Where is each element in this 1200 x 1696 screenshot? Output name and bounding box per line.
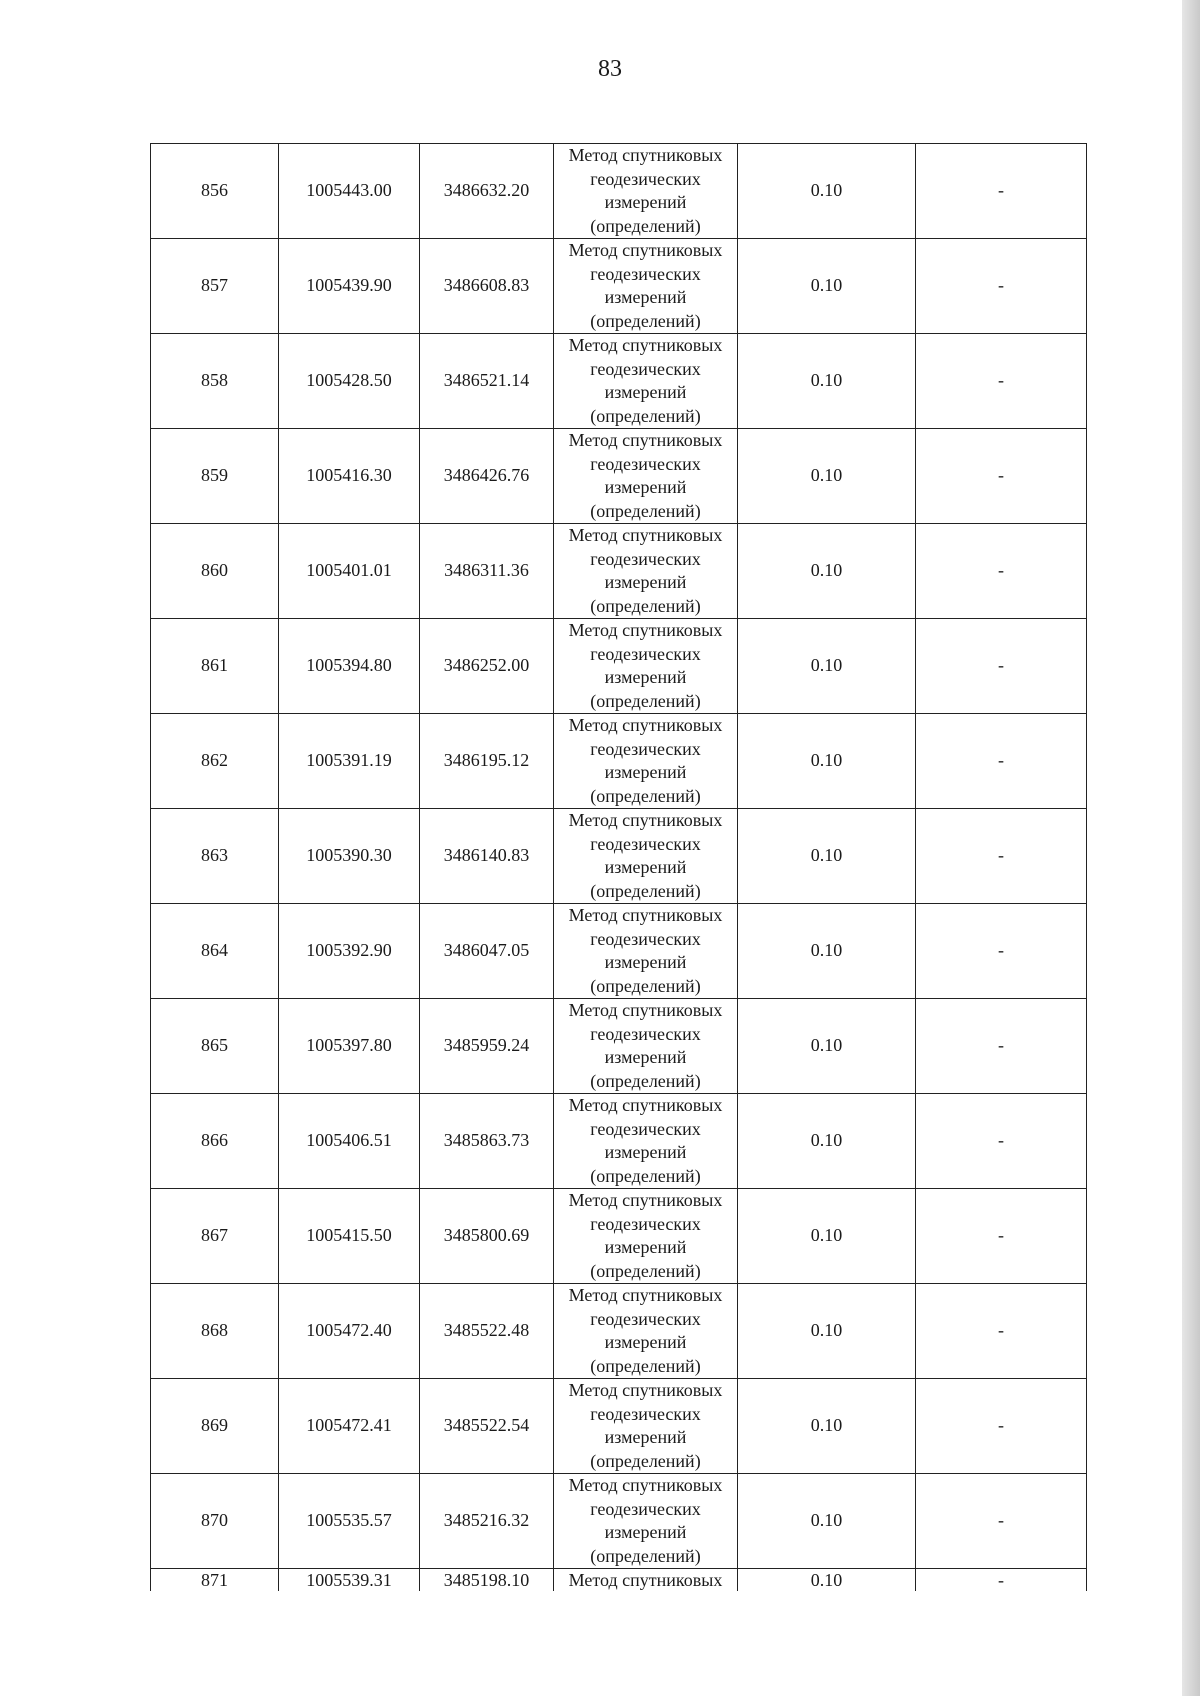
accuracy-cell: 0.10	[738, 904, 916, 999]
method-text-line: (определений)	[590, 1450, 701, 1471]
table-row	[151, 334, 1087, 429]
point-number-cell: 859	[151, 429, 279, 524]
y-coordinate-cell: 3486426.76	[420, 429, 554, 524]
y-coordinate-cell: 3486311.36	[420, 524, 554, 619]
y-coordinate-cell: 3486632.20	[420, 144, 554, 239]
point-number-cell: 861	[151, 619, 279, 714]
y-coordinate-cell: 3486195.12	[420, 714, 554, 809]
table-row	[151, 1474, 1087, 1569]
note-cell: -	[916, 144, 1087, 239]
accuracy-cell: 0.10	[738, 1569, 916, 1592]
method-cell	[554, 239, 738, 334]
table-row	[151, 999, 1087, 1094]
method-text-line: измерений	[604, 477, 687, 497]
table-row	[151, 904, 1087, 999]
table-row	[151, 1094, 1087, 1189]
method-text-line: Метод спутниковых	[568, 1190, 723, 1210]
method-text-line: (определений)	[590, 500, 701, 521]
method-cell	[554, 999, 738, 1094]
point-number-cell: 868	[151, 1284, 279, 1379]
method-text-line: геодезических	[590, 1498, 701, 1519]
accuracy-cell: 0.10	[738, 1094, 916, 1189]
note-cell: -	[916, 619, 1087, 714]
page-number: 83	[598, 56, 622, 82]
table-row	[151, 809, 1087, 904]
method-text-line: (определений)	[590, 595, 701, 616]
method-text-line: Метод спутниковых	[568, 1570, 723, 1590]
method-text-line: измерений	[604, 287, 687, 307]
method-text-line: геодезических	[590, 643, 701, 664]
method-text-line: геодезических	[590, 1118, 701, 1139]
y-coordinate-cell: 3486047.05	[420, 904, 554, 999]
x-coordinate-cell: 1005415.50	[279, 1189, 420, 1284]
scan-edge-shadow	[1182, 0, 1200, 1696]
method-cell	[554, 429, 738, 524]
method-text-line: геодезических	[590, 548, 701, 569]
method-cell	[554, 714, 738, 809]
x-coordinate-cell: 1005472.40	[279, 1284, 420, 1379]
note-cell: -	[916, 904, 1087, 999]
method-text-line: измерений	[604, 192, 687, 212]
point-number-cell: 858	[151, 334, 279, 429]
method-text-line: геодезических	[590, 453, 701, 474]
method-cell	[554, 1284, 738, 1379]
method-text-line: геодезических	[590, 168, 701, 189]
method-text-line: измерений	[604, 382, 687, 402]
method-text-line: измерений	[604, 667, 687, 687]
note-cell: -	[916, 1379, 1087, 1474]
accuracy-cell: 0.10	[738, 1284, 916, 1379]
point-number-cell: 867	[151, 1189, 279, 1284]
method-cell	[554, 1189, 738, 1284]
y-coordinate-cell: 3485959.24	[420, 999, 554, 1094]
note-cell: -	[916, 1284, 1087, 1379]
table-row	[151, 1569, 1087, 1592]
y-coordinate-cell: 3485198.10	[420, 1569, 554, 1592]
method-cell	[554, 524, 738, 619]
x-coordinate-cell: 1005428.50	[279, 334, 420, 429]
method-text-line: Метод спутниковых	[568, 525, 723, 545]
point-number-cell: 869	[151, 1379, 279, 1474]
method-text-line: измерений	[604, 1237, 687, 1257]
y-coordinate-cell: 3485863.73	[420, 1094, 554, 1189]
note-cell: -	[916, 239, 1087, 334]
method-text-line: (определений)	[590, 1545, 701, 1566]
note-cell: -	[916, 429, 1087, 524]
method-text-line: Метод спутниковых	[568, 905, 723, 925]
note-cell: -	[916, 714, 1087, 809]
method-text-line: Метод спутниковых	[568, 1000, 723, 1020]
point-number-cell: 870	[151, 1474, 279, 1569]
method-text-line: (определений)	[590, 1260, 701, 1281]
method-text-line: (определений)	[590, 975, 701, 996]
method-cell	[554, 1379, 738, 1474]
table-row	[151, 144, 1087, 239]
method-text-line: геодезических	[590, 1308, 701, 1329]
method-text-line: Метод спутниковых	[568, 1475, 723, 1495]
accuracy-cell: 0.10	[738, 714, 916, 809]
accuracy-cell: 0.10	[738, 524, 916, 619]
method-text-line: (определений)	[590, 215, 701, 236]
coordinates-table-body	[151, 144, 1087, 1592]
method-text-line: геодезических	[590, 928, 701, 949]
method-text-line: (определений)	[590, 310, 701, 331]
method-cell	[554, 619, 738, 714]
method-text-line: Метод спутниковых	[568, 335, 723, 355]
x-coordinate-cell: 1005406.51	[279, 1094, 420, 1189]
accuracy-cell: 0.10	[738, 809, 916, 904]
x-coordinate-cell: 1005397.80	[279, 999, 420, 1094]
method-text-line: измерений	[604, 1047, 687, 1067]
table-row	[151, 619, 1087, 714]
note-cell: -	[916, 1189, 1087, 1284]
method-text-line: измерений	[604, 1522, 687, 1542]
note-cell: -	[916, 809, 1087, 904]
y-coordinate-cell: 3486140.83	[420, 809, 554, 904]
y-coordinate-cell: 3485216.32	[420, 1474, 554, 1569]
table-row	[151, 1284, 1087, 1379]
x-coordinate-cell: 1005390.30	[279, 809, 420, 904]
table-row	[151, 524, 1087, 619]
note-cell: -	[916, 1474, 1087, 1569]
method-text-line: геодезических	[590, 263, 701, 284]
point-number-cell: 863	[151, 809, 279, 904]
method-text-line: измерений	[604, 572, 687, 592]
method-text-line: Метод спутниковых	[568, 1285, 723, 1305]
note-cell: -	[916, 524, 1087, 619]
method-text-line: (определений)	[590, 1355, 701, 1376]
note-cell: -	[916, 999, 1087, 1094]
method-cell	[554, 1474, 738, 1569]
method-text-line: измерений	[604, 1332, 687, 1352]
method-cell	[554, 144, 738, 239]
accuracy-cell: 0.10	[738, 144, 916, 239]
accuracy-cell: 0.10	[738, 999, 916, 1094]
y-coordinate-cell: 3485800.69	[420, 1189, 554, 1284]
method-text-line: измерений	[604, 952, 687, 972]
table-row	[151, 429, 1087, 524]
method-text-line: измерений	[604, 857, 687, 877]
x-coordinate-cell: 1005394.80	[279, 619, 420, 714]
method-cell	[554, 1569, 738, 1592]
x-coordinate-cell: 1005535.57	[279, 1474, 420, 1569]
method-text-line: геодезических	[590, 1403, 701, 1424]
note-cell: -	[916, 1569, 1087, 1592]
method-text-line: измерений	[604, 1142, 687, 1162]
method-cell	[554, 1094, 738, 1189]
x-coordinate-cell: 1005439.90	[279, 239, 420, 334]
method-text-line: геодезических	[590, 833, 701, 854]
method-text-line: (определений)	[590, 880, 701, 901]
method-text-line: геодезических	[590, 358, 701, 379]
x-coordinate-cell: 1005392.90	[279, 904, 420, 999]
point-number-cell: 862	[151, 714, 279, 809]
x-coordinate-cell: 1005472.41	[279, 1379, 420, 1474]
method-text-line: измерений	[604, 1427, 687, 1447]
method-cell	[554, 809, 738, 904]
method-text-line: Метод спутниковых	[568, 430, 723, 450]
accuracy-cell: 0.10	[738, 334, 916, 429]
accuracy-cell: 0.10	[738, 1379, 916, 1474]
y-coordinate-cell: 3485522.54	[420, 1379, 554, 1474]
table-row	[151, 239, 1087, 334]
method-text-line: (определений)	[590, 785, 701, 806]
method-text-line: (определений)	[590, 1070, 701, 1091]
method-text-line: Метод спутниковых	[568, 1380, 723, 1400]
method-text-line: Метод спутниковых	[568, 145, 723, 165]
method-text-line: Метод спутниковых	[568, 715, 723, 735]
table-row	[151, 1379, 1087, 1474]
x-coordinate-cell: 1005391.19	[279, 714, 420, 809]
x-coordinate-cell: 1005416.30	[279, 429, 420, 524]
method-text-line: Метод спутниковых	[568, 810, 723, 830]
point-number-cell: 857	[151, 239, 279, 334]
point-number-cell: 856	[151, 144, 279, 239]
method-text-line: (определений)	[590, 405, 701, 426]
method-text-line: геодезических	[590, 1213, 701, 1234]
method-text-line: (определений)	[590, 690, 701, 711]
y-coordinate-cell: 3486608.83	[420, 239, 554, 334]
method-text-line: Метод спутниковых	[568, 240, 723, 260]
y-coordinate-cell: 3486252.00	[420, 619, 554, 714]
y-coordinate-cell: 3485522.48	[420, 1284, 554, 1379]
table-row	[151, 714, 1087, 809]
note-cell: -	[916, 334, 1087, 429]
point-number-cell: 860	[151, 524, 279, 619]
x-coordinate-cell: 1005539.31	[279, 1569, 420, 1592]
method-text-line: (определений)	[590, 1165, 701, 1186]
point-number-cell: 865	[151, 999, 279, 1094]
method-cell	[554, 904, 738, 999]
x-coordinate-cell: 1005443.00	[279, 144, 420, 239]
point-number-cell: 871	[151, 1569, 279, 1592]
method-text-line: измерений	[604, 762, 687, 782]
accuracy-cell: 0.10	[738, 429, 916, 524]
method-text-line: Метод спутниковых	[568, 1095, 723, 1115]
accuracy-cell: 0.10	[738, 239, 916, 334]
accuracy-cell: 0.10	[738, 1474, 916, 1569]
point-number-cell: 864	[151, 904, 279, 999]
table-row	[151, 1189, 1087, 1284]
x-coordinate-cell: 1005401.01	[279, 524, 420, 619]
accuracy-cell: 0.10	[738, 1189, 916, 1284]
coordinates-table	[150, 143, 1087, 1591]
y-coordinate-cell: 3486521.14	[420, 334, 554, 429]
note-cell: -	[916, 1094, 1087, 1189]
accuracy-cell: 0.10	[738, 619, 916, 714]
point-number-cell: 866	[151, 1094, 279, 1189]
method-text-line: Метод спутниковых	[568, 620, 723, 640]
method-text-line: геодезических	[590, 738, 701, 759]
method-cell	[554, 334, 738, 429]
method-text-line: геодезических	[590, 1023, 701, 1044]
